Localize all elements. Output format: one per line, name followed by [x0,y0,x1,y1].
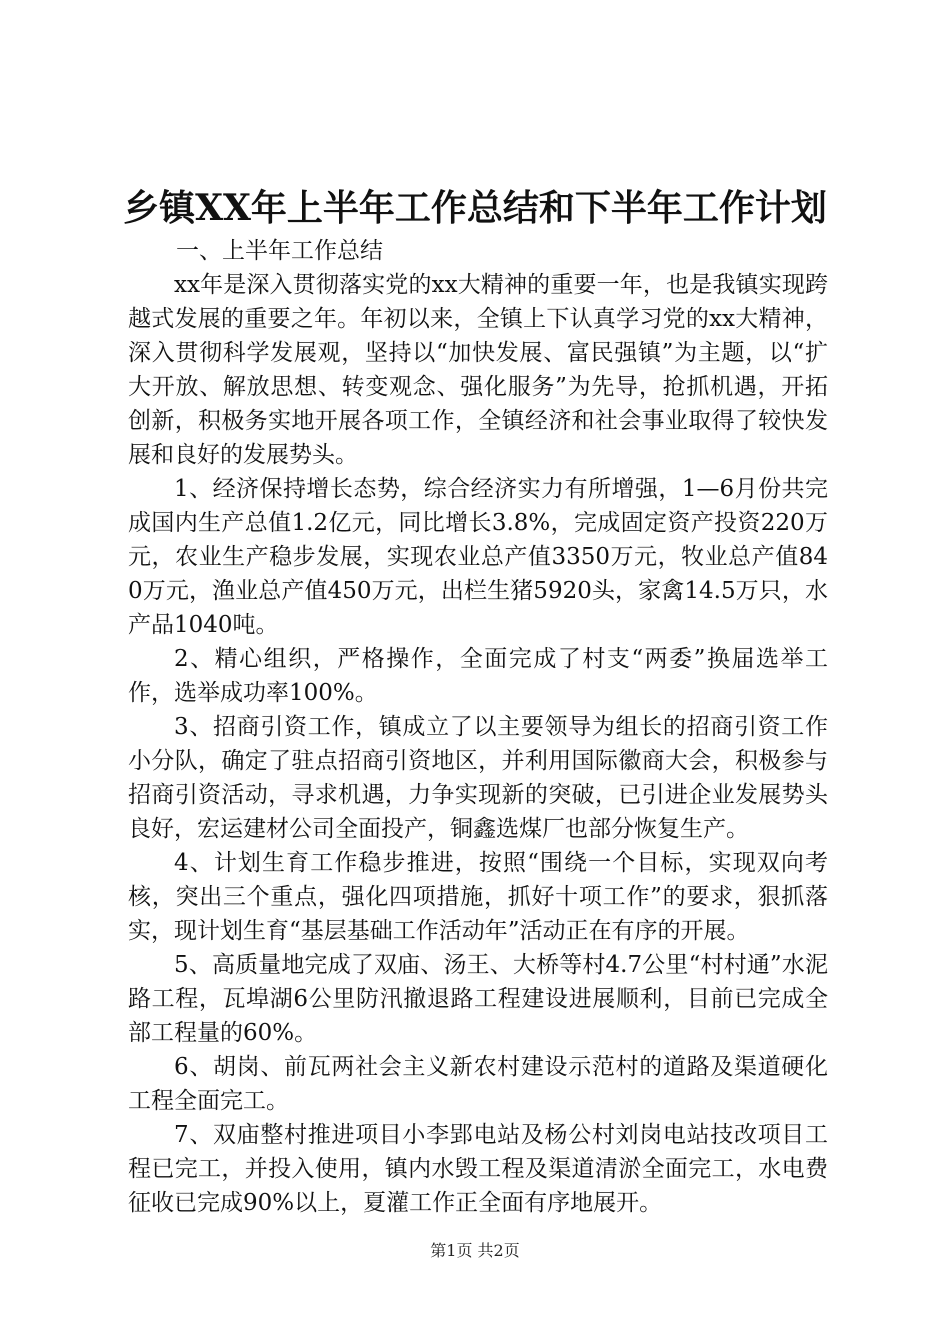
paragraph-item-7: 7、双庙整村推进项目小李郢电站及杨公村刘岗电站技改项目工程已完工，并投入使用，镇内水毁工程及渠道清淤全面完工，水电费征收已完成90%以上，夏灌工作正全面有序地展开。 [128,1122,828,1216]
section-heading: 一、上半年工作总结 [176,238,383,264]
page-number-footer: 第1页 共2页 [430,1241,520,1260]
paragraph-item-5: 5、高质量地完成了双庙、汤王、大桥等村4.7公里“村村通”水泥路工程，瓦埠湖6公里防汛撤退路工程建设进展顺利，目前已完成全部工程量的60%。 [128,952,828,1046]
paragraph-item-1: 1、经济保持增长态势，综合经济实力有所增强，1—6月份共完成国内生产总值1.2亿元，同比增长3.8%，完成固定资产投资220万元，农业生产稳步发展，实现农业总产值3350万元，牧业总产值840万元，渔业总产值450万元，出栏生猪5920头，家禽14.5万只，水产品1040吨。 [128,476,828,638]
paragraph-item-2: 2、精心组织，严格操作，全面完成了村支“两委”换届选举工作，选举成功率100%。 [128,646,828,706]
paragraph-item-3: 3、招商引资工作，镇成立了以主要领导为组长的招商引资工作小分队，确定了驻点招商引资地区，并利用国际徽商大会，积极参与招商引资活动，寻求机遇，力争实现新的突破，已引进企业发展势头良好，宏运建材公司全面投产，铜鑫选煤厂也部分恢复生产。 [128,714,828,842]
paragraph-item-4: 4、计划生育工作稳步推进，按照“围绕一个目标，实现双向考核，突出三个重点，强化四项措施，抓好十项工作”的要求，狠抓落实，现计划生育“基层基础工作活动年”活动正在有序的开展。 [128,850,828,944]
document-body [128,234,828,1220]
document-title: 乡镇XX年上半年工作总结和下半年工作计划 [123,187,827,229]
paragraph-intro: xx年是深入贯彻落实党的xx大精神的重要一年，也是我镇实现跨越式发展的重要之年。年初以来，全镇上下认真学习党的xx大精神，深入贯彻科学发展观，坚持以“加快发展、富民强镇”为主题，以“扩大开放、解放思想、转变观念、强化服务”为先导，抢抓机遇，开拓创新，积极务实地开展各项工作，全镇经济和社会事业取得了较快发展和良好的发展势头。 [128,272,828,468]
paragraph-item-6: 6、胡岗、前瓦两社会主义新农村建设示范村的道路及渠道硬化工程全面完工。 [128,1054,828,1114]
